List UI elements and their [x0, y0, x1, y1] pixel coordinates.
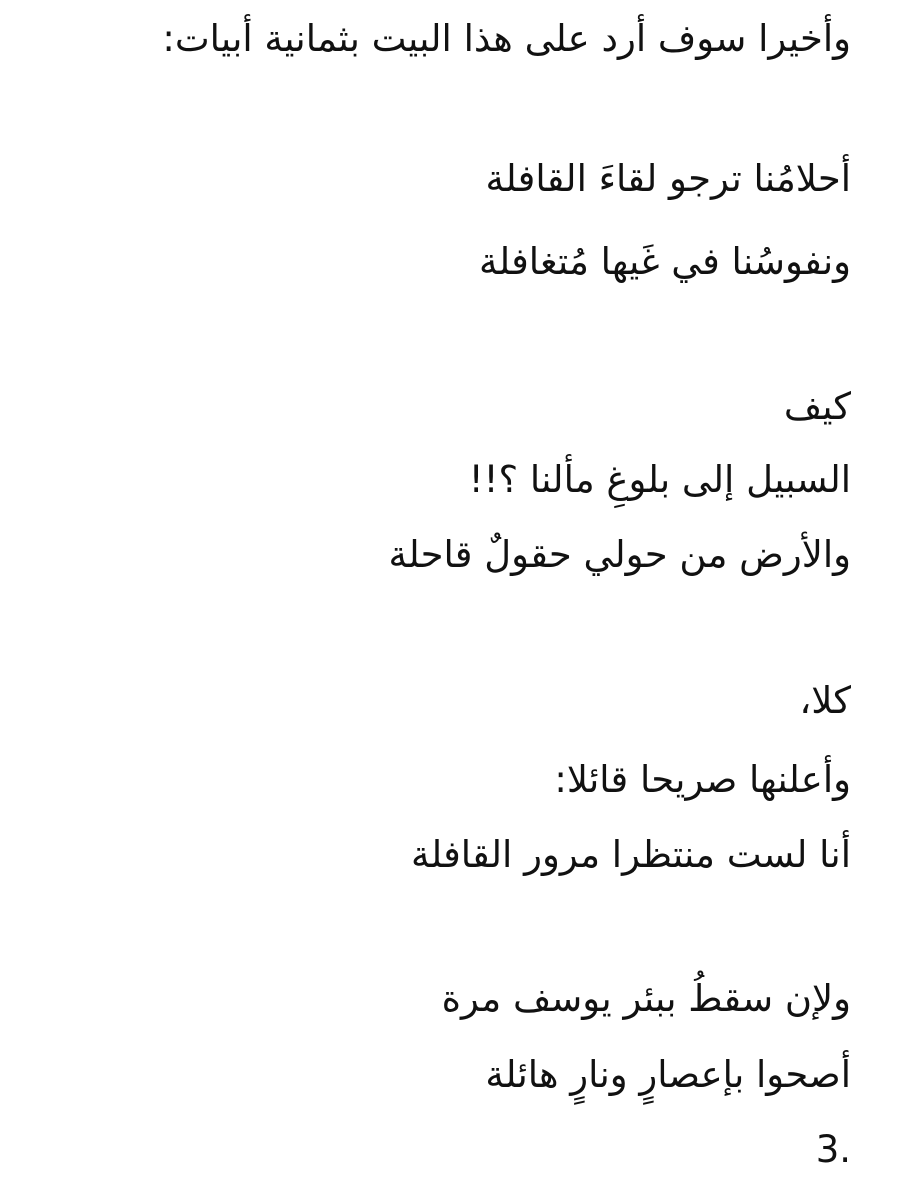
- verse-line: كيف: [783, 385, 851, 428]
- verse-line: أنا لست منتظرا مرور القافلة: [411, 833, 851, 876]
- verse-line: ونفوسُنا في غَيها مُتغافلة: [479, 240, 851, 283]
- verse-line: وأعلنها صريحا قائلا:: [554, 758, 851, 801]
- verse-line: السبيل إلى بلوغِ مألنا ؟!!: [468, 458, 851, 501]
- verse-line: أصحوا بإعصارٍ ونارٍ هائلة: [485, 1053, 851, 1096]
- verse-line: كلا،: [799, 679, 851, 722]
- footer-number: 3.: [815, 1128, 851, 1171]
- verse-line: أحلامُنا ترجو لقاءَ القافلة: [485, 157, 851, 200]
- verse-line: والأرض من حولي حقولٌ قاحلة: [388, 533, 851, 576]
- verse-line: ولإن سقطُ ببئر يوسف مرة: [441, 977, 851, 1020]
- intro-line: وأخيرا سوف أرد على هذا البيت بثمانية أبيات:: [162, 17, 851, 60]
